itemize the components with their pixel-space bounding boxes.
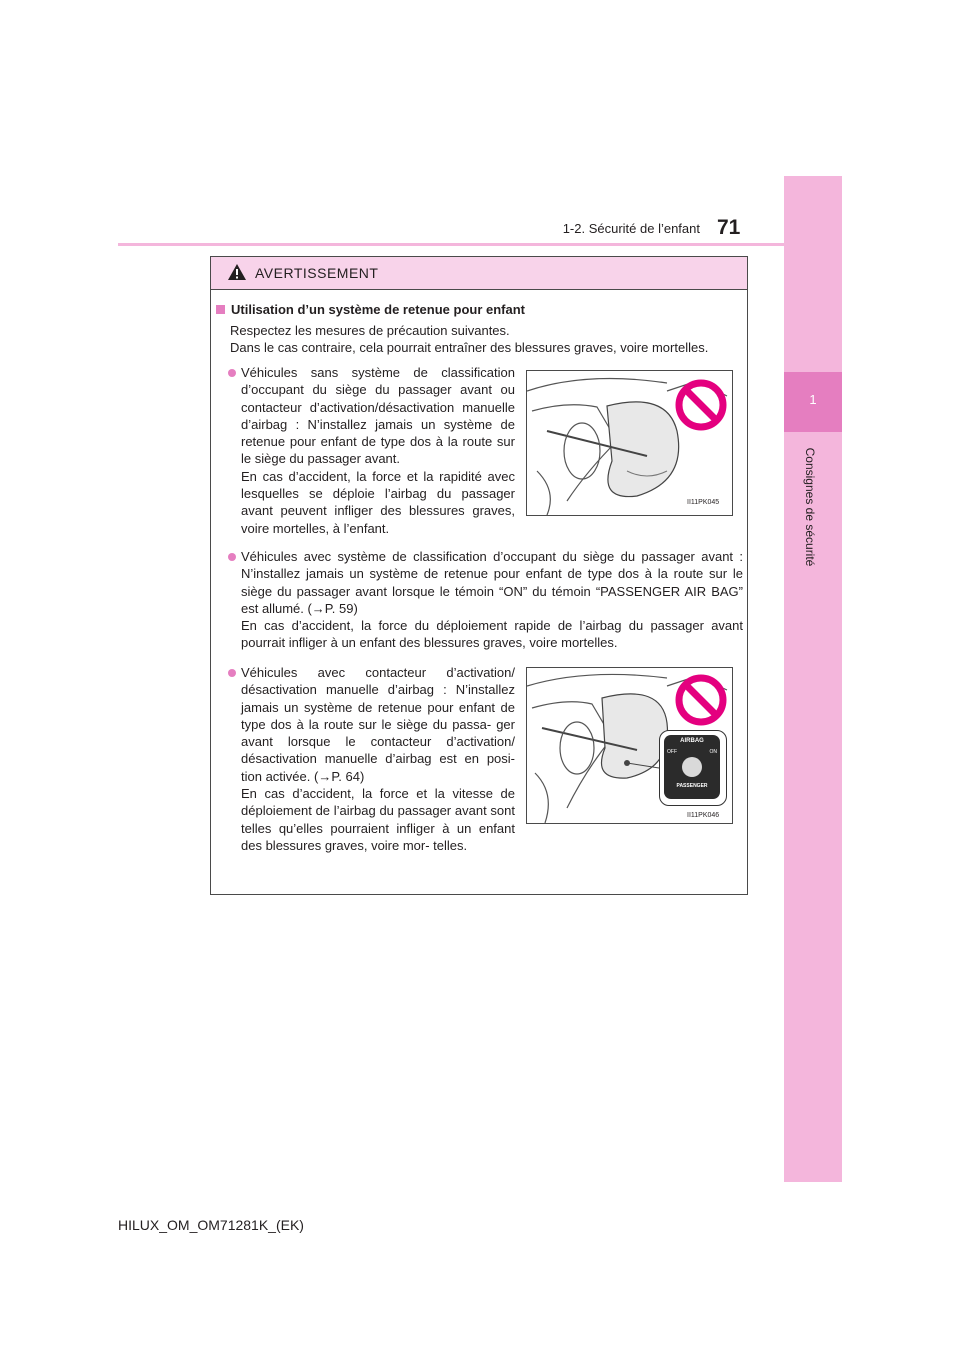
warning-header xyxy=(211,257,747,290)
figure-airbag-switch xyxy=(526,667,733,824)
bullet-dot-icon xyxy=(228,669,236,677)
bullet-1-text: Véhicules sans système de classification d’occupant du siège du passager avant ou contacteur d’activation/désactivation manuelle d’airbag : N’installez jamais un système de retenue pour enfant de type dos à la route sur le siège du passager avant. xyxy=(241,365,515,467)
chapter-side-tab xyxy=(784,176,842,1182)
warning-title: AVERTISSEMENT xyxy=(255,265,379,281)
subheading-text: Utilisation d’un système de retenue pour enfant xyxy=(231,302,525,317)
bullet-dot-icon xyxy=(228,553,236,561)
warning-intro xyxy=(230,322,750,356)
switch-key-slot-icon xyxy=(682,757,702,777)
switch-label-on: ON xyxy=(709,749,717,755)
bullet-dot-icon xyxy=(228,369,236,377)
prohibition-icon xyxy=(675,379,727,431)
chapter-number: 1 xyxy=(809,392,817,407)
prohibition-icon xyxy=(675,674,727,726)
figure-airbag-no-child-seat xyxy=(526,370,733,516)
bullet-2-text-2: En cas d’accident, la force du déploiement rapide de l’airbag du passager avant pourrait infliger à un enfant des blessures graves, voire mortelles. xyxy=(241,618,743,651)
bullet-3-text-2: En cas d’accident, la force et la vitesse de déploiement de l’airbag du passager avant sont telles qu’elles pourraient infliger à un enfant des blessures graves, voire mor- telles. xyxy=(241,786,515,853)
bullet-item-3 xyxy=(241,664,515,854)
airbag-switch-panel xyxy=(659,730,727,806)
switch-face xyxy=(664,735,720,799)
header-rule xyxy=(118,243,840,246)
switch-label-passenger: PASSENGER xyxy=(676,783,708,789)
switch-label-airbag: AIRBAG xyxy=(680,738,704,744)
section-title: 1-2. Sécurité de l’enfant xyxy=(562,221,700,236)
chapter-title: Consignes de sécurité xyxy=(803,447,817,567)
warning-subheading xyxy=(216,302,525,317)
page-number: 71 xyxy=(717,216,741,239)
intro-line-1: Respectez les mesures de précaution suivantes. xyxy=(230,323,510,338)
bullet-item-1 xyxy=(241,364,515,537)
square-bullet-icon xyxy=(216,305,225,314)
figure-code: II11PK045 xyxy=(687,499,720,506)
bullet-3-text: Véhicules avec contacteur d’activation/ désactivation manuelle d’airbag : N’installez jamais un système de retenue pour enfant de type dos à la route sur le siège du passa- ger avant lorsque le contacteur d’activation/ désactivation manuelle d’airbag est en posi- tion activée. (→P. 64) xyxy=(241,665,515,784)
document-id: HILUX_OM_OM71281K_(EK) xyxy=(118,1217,304,1233)
bullet-1-text-2: En cas d’accident, la force et la rapidité avec lesquelles se déploie l’airbag du passager avant peuvent infliger des blessures graves, voire mortelles, à l’enfant. xyxy=(241,468,515,536)
switch-label-off: OFF xyxy=(667,749,677,755)
bullet-item-2 xyxy=(241,548,743,652)
warning-triangle-icon xyxy=(227,263,247,281)
bullet-2-text: Véhicules avec système de classification d’occupant du siège du passager avant : N’installez jamais un système de retenue pour enfant de type dos à la route sur le siège du passager avant lorsque le témoin “ON” du témoin “PASSENGER AIR BAG” est allumé. (→P. 59) xyxy=(241,549,743,616)
intro-line-2: Dans le cas contraire, cela pourrait entraîner des blessures graves, voire mortelles. xyxy=(230,340,709,355)
figure-code: II11PK046 xyxy=(687,812,720,819)
